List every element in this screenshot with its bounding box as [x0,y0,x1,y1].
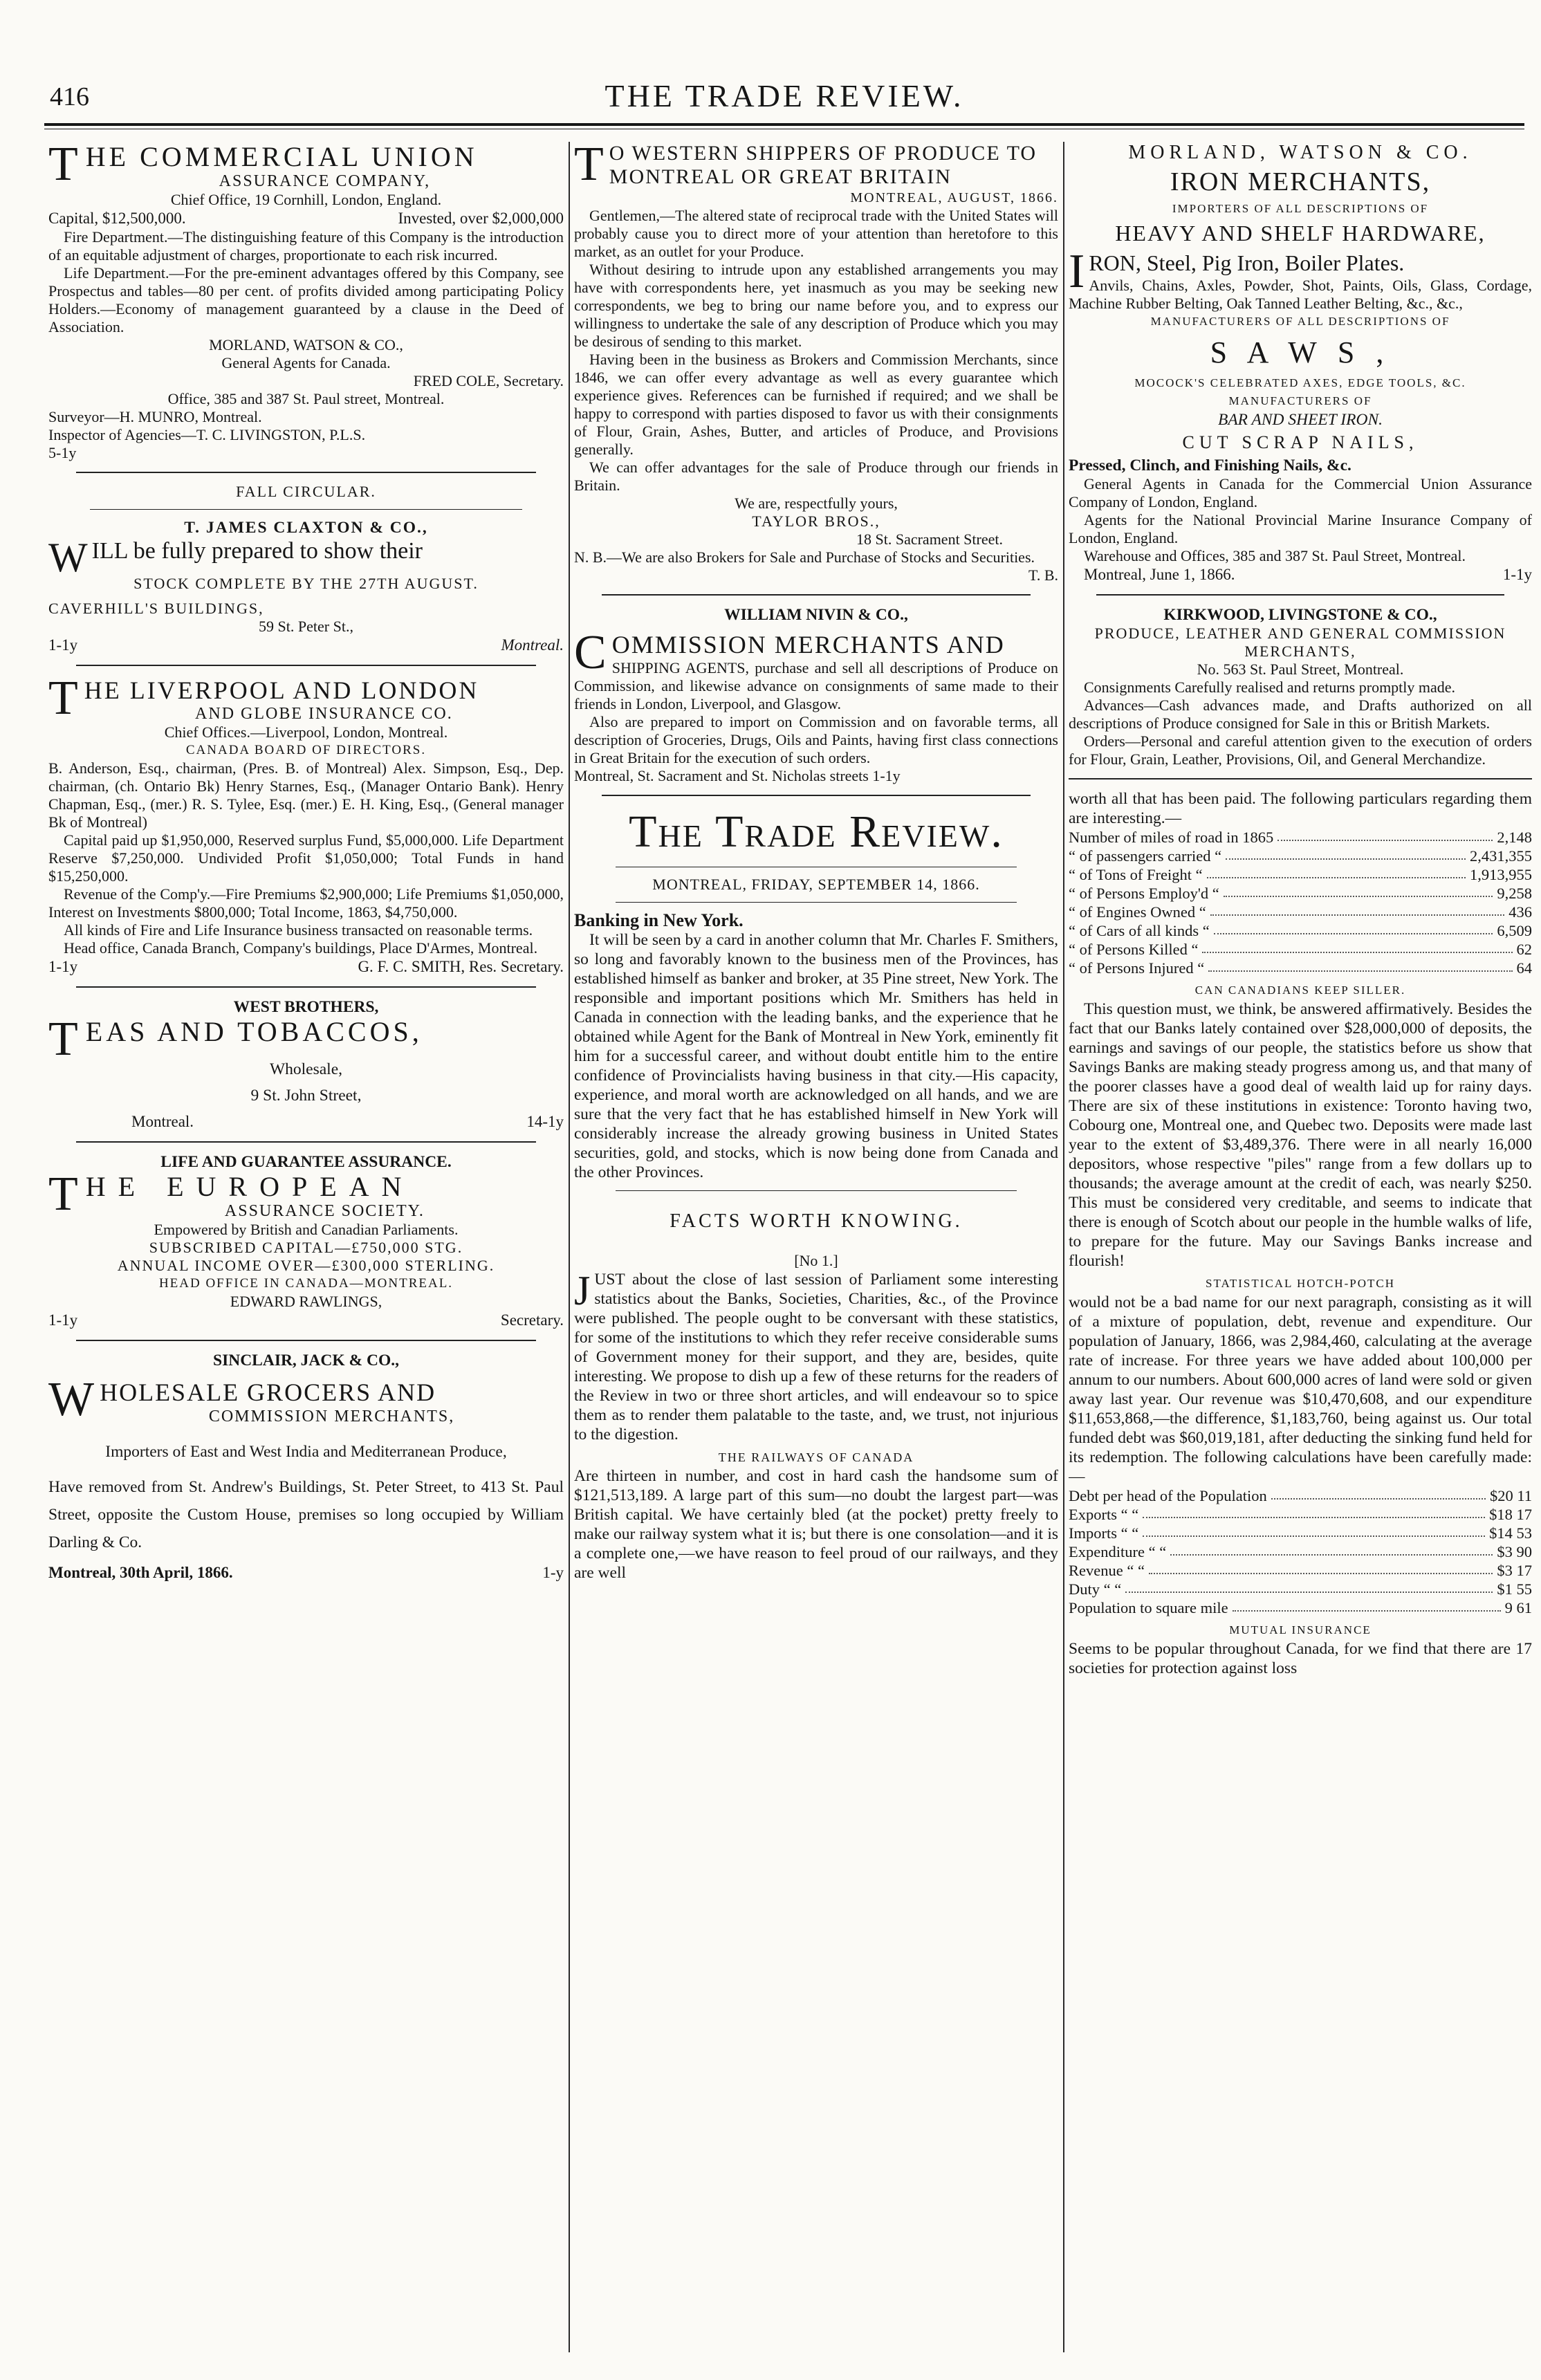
statistic-value: 2,148 [1497,829,1532,846]
ad-line: Importers of East and West India and Mediterranean Produce, [105,1443,507,1461]
subheading: MUTUAL INSURANCE [1229,1623,1372,1636]
column-middle [574,142,1058,2352]
leader-dots [1202,940,1512,953]
leader-dots [1143,1524,1485,1537]
article-paragraph: Seems to be popular throughout Canada, for we find that there are 17 societies for protection against loss [1069,1640,1532,1677]
ad-paragraph: Warehouse and Offices, 385 and 387 St. Paul Street, Montreal. [1084,547,1466,564]
ad-line: MOCOCK'S CELEBRATED AXES, EDGE TOOLS, &C. [1134,376,1466,389]
directors-list: B. Anderson, Esq., chairman, (Pres. B. of Montreal) Alex. Simpson, Esq., Dep. chairman, (ch. Ontario Bk) Henry Starnes, Esq., (Manager Ontario Bank). Henry Chapman, Esq., (mer.) R. S. Tylee, Esq. (mer.) E. H. King, Esq., (General manager Bk of Montreal) [48,759,564,831]
leader-dots [1233,1598,1501,1612]
ad-office: Chief Office, 19 Cornhill, London, England. [170,191,442,208]
ad-line: BAR AND SHEET IRON. [1217,411,1383,429]
ad-kirkwood-livingstone [1069,605,1532,768]
statistic-row [1069,1598,1532,1617]
separator [90,509,522,510]
separator [1096,594,1504,596]
column-divider [1063,142,1064,2352]
statistic-label: Population to square mile [1069,1599,1228,1616]
statistic-value: 436 [1508,903,1532,921]
article-paragraph: It will be seen by a card in another column that Mr. Charles F. Smithers, so long and favorably known to the business men of the Provinces, has established himself as banker and broker, at 35 Pine street, New York. The responsible and important positions which Mr. Smithers has held in Canada in connection with the leading banks, and the experience that he obtained while Agent for the Bank of Montreal in New York, eminently fit him for a successful career, and without doubt entitle him to the entire confidence of Provincialists having business in that city.—His capacity, experience, and moral worth are acknowledged on all hands, and we are sure that the very fact that he has established himself in New York will considerably increase the already growing business in United States securities, gold, and stocks, which is now being done from Canada and the other Provinces. [574,931,1058,1181]
term-code: 1-1y [48,636,78,654]
ad-paragraph: Advances—Cash advances made, and Drafts authorized on all descriptions of Produce consigned for Sale in this or British Markets. [1069,697,1532,732]
ad-title: HOLESALE GROCERS AND [100,1378,436,1406]
railway-statistics-list [1069,828,1532,977]
chief-offices: Chief Offices.—Liverpool, London, Montreal. [164,723,448,741]
statistic-label: “ of Cars of all kinds “ [1069,922,1210,939]
term-code: 1-y [542,1564,564,1581]
ad-subtitle: ASSURANCE SOCIETY. [224,1202,425,1220]
ad-line: MANUFACTURERS OF [1228,394,1372,407]
article-paragraph: worth all that has been paid. The following particulars regarding them are interesting.— [1069,790,1532,827]
statistic-value: $14 53 [1489,1524,1532,1542]
ad-line: STOCK COMPLETE BY THE 27TH AUGUST. [133,575,479,592]
ad-subtitle: AND GLOBE INSURANCE CO. [195,705,453,723]
masthead: The Trade Review. [629,806,1004,857]
statistic-label: “ of Tons of Freight “ [1069,866,1203,883]
firm-name: WEST BROTHERS, [233,998,379,1016]
ad-date: Montreal, 30th April, 1866. [48,1564,233,1581]
subheading: CAN CANADIANS KEEP SILLER. [1194,984,1406,997]
separator [76,665,536,666]
street-address: 18 St. Sacrament Street. [856,531,1003,548]
statistic-row [1069,903,1532,921]
invested-text: Invested, over $2,000,000 [398,210,564,227]
fire-department-text: Fire Department.—The distinguishing feature of this Company is the introduction of an equitable adjustment of charges, proportionate to each risk incurred. [48,228,564,264]
ad-heading: LIFE AND GUARANTEE ASSURANCE. [160,1153,452,1171]
ad-liverpool-london [48,672,564,977]
drop-cap: T [574,142,605,191]
secretary-name: G. F. C. SMITH, Res. Secretary. [358,958,564,975]
statistic-value: 1,913,955 [1470,866,1532,883]
leader-dots [1277,828,1493,841]
statistic-value: 64 [1516,959,1532,977]
statistic-value: 2,431,355 [1470,847,1532,865]
leader-dots [1149,1561,1493,1574]
statistic-label: “ of Persons Killed “ [1069,941,1199,958]
ad-european [48,1152,564,1330]
ad-line: HEAD OFFICE IN CANADA—MONTREAL. [158,1276,454,1291]
ad-note-signature: T. B. [1028,566,1058,584]
article-paragraph: Are thirteen in number, and cost in hard cash the handsome sum of $121,513,189. A large part of this sum—no doubt the largest part—was British capital. We have certainly bled (at the pocket) pretty freely to make our railway system what it is; but there is one consolation—and it is a complete one,—we have reason to feel proud of our railways, and they are well [574,1467,1058,1582]
article-heading: Banking in New York. [574,910,744,930]
head-office-text: Head office, Canada Branch, Company's buildings, Place D'Armes, Montreal. [64,939,538,957]
drop-cap: T [48,672,80,725]
statistic-label: Number of miles of road in 1865 [1069,829,1274,846]
statistic-row [1069,847,1532,865]
building-name: CAVERHILL'S BUILDINGS, [48,600,264,617]
statistic-value: $1 55 [1497,1580,1532,1598]
article-facts [574,1210,1058,1583]
leader-dots [1226,847,1466,860]
article-facts-continued [1069,789,1532,1678]
statistic-value: 6,509 [1497,922,1532,939]
leader-dots [1271,1486,1486,1500]
ad-line: RON, Steel, Pig Iron, Boiler Plates. [1089,250,1405,275]
inspector-text: Inspector of Agencies—T. C. LIVINGSTON, P.L.S. [48,426,366,443]
ad-title: HE LIVERPOOL AND LONDON [84,676,479,704]
ad-west-brothers [48,997,564,1132]
ad-commercial-union [48,142,564,462]
ad-title: HE EUROPEAN [85,1171,414,1202]
office-address: Office, 385 and 387 St. Paul street, Montreal. [167,390,445,407]
ad-paragraph: SHIPPING AGENTS, purchase and sell all descriptions of Produce on Commission, and likewise advance on consignments of same made to their friends in London, Liverpool, and Glasgow. [574,659,1058,712]
article-banking [574,911,1058,1182]
ad-title: MORLAND, WATSON & CO. [1128,142,1473,163]
leader-dots [1143,1505,1485,1518]
statistic-row [1069,1524,1532,1542]
drop-cap: J [574,1268,591,1313]
drop-cap: W [48,535,88,580]
article-paragraph: This question must, we think, be answered affirmatively. Besides the fact that our Banks lately contained over $28,000,000 of deposits, the earnings and savings of our people, the statistics before us show that Savings Banks are making steady progress among us, and that many of the poorer classes have a good deal of wealth laid up for rainy days. There are six of these institutions in existence: Toronto having two, Cobourg one, Montreal one, and Quebec two. Deposits were made last year to the extent of $3,489,376. There were in all nearly 16,000 depositors, whose respective "piles" range from a few dollars up to thousands; the average amount at the credit of each, was nearly $250. This must be considered very creditable, and seems to indicate that there is enough of Scotch about our people in the humble walks of life, to prepare for the future. May our Savings Banks increase and flourish! [1069,1000,1532,1270]
surveyor-text: Surveyor—H. MUNRO, Montreal. [48,408,262,425]
statistic-label: Imports “ “ [1069,1524,1139,1542]
ad-line: MANUFACTURERS OF ALL DESCRIPTIONS OF [1150,315,1450,328]
ad-line: Anvils, Chains, Axles, Powder, Shot, Paints, Oils, Glass, Cordage, Machine Rubber Belting, Oak Tanned Leather Belting, &c., &c., [1069,277,1532,312]
ad-heading: FALL CIRCULAR. [236,483,376,500]
leader-dots [1207,865,1466,878]
statistic-row [1069,865,1532,884]
person-role: Secretary. [500,1311,564,1329]
ad-paragraph: General Agents in Canada for the Commercial Union Assurance Company of London, England. [1069,475,1532,510]
ad-paragraph: Agents for the National Provincial Marine Insurance Company of London, England. [1069,511,1532,546]
ad-subtitle: ASSURANCE COMPANY, [219,172,431,190]
ad-morland-watson [1069,142,1532,584]
per-head-statistics-list [1069,1486,1532,1617]
life-department-text: Life Department.—For the pre-eminent advantages offered by this Company, see Prospectus and tables—80 per cent. of profits divided among participating Policy Holders.—Economy of management guaranteed by a clause in the Deed of Association. [48,264,564,335]
firm-name: SINCLAIR, JACK & CO., [213,1352,399,1369]
statistic-row [1069,921,1532,940]
separator [616,902,1017,903]
separator [76,986,536,988]
separator [602,795,1031,796]
term-code: 1-1y [1502,566,1532,583]
street-address: No. 563 St. Paul Street, Montreal. [1197,661,1404,678]
article-heading: FACTS WORTH KNOWING. [670,1210,963,1232]
ad-line: HEAVY AND SHELF HARDWARE, [1115,221,1486,246]
header-rule [44,123,1524,129]
ad-paragraph: Having been in the business as Brokers and Commission Merchants, since 1846, we can offer every advantage as well as every guarantee which experience gives. References can be furnished if required; and we shall be happy to correspond with parties disposed to favor us with their consignments of Flour, Grain, Ashes, Butter, and articles of Produce, and Provisions generally. [574,351,1058,458]
page-number: 416 [50,82,89,111]
statistic-row [1069,1580,1532,1598]
ad-line: Wholesale, [269,1060,343,1078]
drop-cap: T [48,1013,82,1066]
drop-cap: I [1069,245,1085,298]
separator [616,1190,1017,1191]
firm-name: WILLIAM NIVIN & CO., [724,606,908,624]
statistic-label: “ of Persons Employ'd “ [1069,885,1219,902]
statistic-value: $18 17 [1489,1506,1532,1523]
ad-signer: TAYLOR BROS., [752,513,880,530]
ad-paragraph: Without desiring to intrude upon any established arrangements you may have with correspondents here, yet inasmuch as you may be seeking new correspondents, we beg to bring our name before you, and to express our willingness to undertake the sale of any description of Produce which you may be desirous of sending to this market. [574,261,1058,350]
column-right [1069,142,1532,2352]
ad-line: Pressed, Clinch, and Finishing Nails, &c. [1069,456,1351,474]
issue-dateline: MONTREAL, FRIDAY, SEPTEMBER 14, 1866. [652,876,980,893]
column-left [48,142,564,2352]
ad-paragraph: Also are prepared to import on Commission and on favorable terms, all description of Groceries, Drugs, Oils and Paints, having first class connections in Great Britain for the execution of such orders. [574,713,1058,766]
statistic-label: Duty “ “ [1069,1580,1122,1598]
drop-cap: T [48,1168,82,1221]
statistic-value: $3 17 [1497,1562,1532,1579]
firm-name: T. JAMES CLAXTON & CO., [184,519,428,537]
ad-note: N. B.—We are also Brokers for Sale and Purchase of Stocks and Securities. [574,548,1035,566]
statistic-row [1069,884,1532,903]
leader-dots [1170,1542,1493,1556]
business-text: All kinds of Fire and Life Insurance business transacted on reasonable terms. [64,921,533,939]
capital-text: Capital, $12,500,000. [48,210,186,227]
ad-closing: We are, respectfully yours, [735,495,898,512]
statistic-value: $3 90 [1497,1543,1532,1560]
statistic-label: “ of Engines Owned “ [1069,903,1206,921]
statistic-value: 9,258 [1497,885,1532,902]
separator [1069,778,1532,780]
ad-western-shippers [574,142,1058,584]
ad-paragraph: Orders—Personal and careful attention given to the execution of orders for Flour, Grain, Leather, Provisions, Oil, and General Merchandize. [1069,732,1532,768]
page-header [44,0,1524,138]
ad-paragraph: Consignments Carefully realised and returns promptly made. [1084,679,1456,696]
leader-dots [1125,1580,1493,1593]
ad-line: PRODUCE, LEATHER AND GENERAL COMMISSION MERCHANTS, [1094,625,1506,660]
drop-cap: W [48,1373,96,1426]
term-code: 1-1y [48,1311,78,1329]
separator [76,1141,536,1143]
ad-title: EAS AND TOBACCOS, [85,1016,423,1047]
city-name: Montreal. [501,636,564,654]
statistic-row [1069,1505,1532,1524]
ad-line: ANNUAL INCOME OVER—£300,000 STERLING. [117,1257,495,1274]
agents-name: MORLAND, WATSON & CO., [209,336,403,353]
ad-line: ILL be fully prepared to show their [91,538,423,564]
agents-role: General Agents for Canada. [221,354,391,371]
statistic-label: Expenditure “ “ [1069,1543,1167,1560]
city-name: Montreal. [131,1113,194,1130]
ad-title: HE COMMERCIAL UNION [85,142,478,172]
article-paragraph: would not be a bad name for our next paragraph, consisting as it will of a mixture of population, debt, revenue and expenditure. Our population of January, 1866, was 2,984,460, calculating at the average rate of increase. For three years we have added about 100,000 per annum to our numbers. About 600,000 acres of land were sold or given away last year. Our revenue was $10,470,608, and our expenditure $11,653,868,—the difference, $1,183,760, being against us. Our total funded debt was $60,019,181, after deducting the sinking fund held for its redemption. The following calculations have been carefully made:— [1069,1293,1532,1486]
firm-name: KIRKWOOD, LIVINGSTONE & CO., [1163,606,1437,624]
leader-dots [1214,921,1493,934]
term-code: 1-1y [48,958,78,975]
article-number: [No 1.] [794,1252,838,1269]
leader-dots [1224,884,1493,897]
statistic-row [1069,1561,1532,1580]
person-name: EDWARD RAWLINGS, [230,1293,382,1310]
separator [76,1340,536,1341]
statistic-label: Debt per head of the Population [1069,1487,1267,1504]
board-heading: CANADA BOARD OF DIRECTORS. [185,743,427,757]
separator [76,472,536,473]
ad-sinclair-jack [48,1351,564,1583]
ad-line: IMPORTERS OF ALL DESCRIPTIONS OF [1172,202,1429,215]
statistic-value: $20 11 [1489,1487,1532,1504]
statistic-row [1069,959,1532,977]
revenue-text: Revenue of the Comp'y.—Fire Premiums $2,900,000; Life Premiums $1,050,000, Interest on Investments $800,000; Total Income, 1863, $4,750,000. [48,885,564,921]
statistic-label: “ of passengers carried “ [1069,847,1222,865]
running-title: THE TRADE REVIEW. [605,78,964,113]
leader-dots [1208,959,1512,972]
term-code: 5-1y [48,444,77,461]
ad-william-nivin [574,605,1058,785]
ad-date: Montreal, June 1, 1866. [1084,566,1235,583]
ad-paragraph: We can offer advantages for the sale of Produce through our friends in Britain. [574,459,1058,494]
statistic-label: Exports “ “ [1069,1506,1139,1523]
separator [602,594,1031,596]
statistic-row [1069,1486,1532,1505]
subheading: THE RAILWAYS OF CANADA [718,1450,914,1464]
ad-line: SUBSCRIBED CAPITAL—£750,000 STG. [149,1239,463,1256]
street-address: 9 St. John Street, [250,1087,362,1105]
ad-line: S A W S , [1210,335,1391,369]
ad-dateline: MONTREAL, AUGUST, 1866. [850,190,1058,205]
ad-subtitle: IRON MERCHANTS, [1170,167,1431,196]
statistic-value: 62 [1516,941,1532,958]
ad-title: O WESTERN SHIPPERS OF PRODUCE TO MONTREAL OR GREAT BRITAIN [609,142,1037,188]
drop-cap: T [48,142,82,191]
statistic-label: Revenue “ “ [1069,1562,1145,1579]
ad-line: CUT SCRAP NAILS, [1182,432,1419,452]
drop-cap: C [574,626,608,679]
ad-paragraph: Gentlemen,—The altered state of reciprocal trade with the United States will probably cause you to direct more of your attention than heretofore to this market, as an outlet for your Produce. [574,207,1058,260]
leader-dots [1210,903,1505,916]
ad-fall-circular [48,483,564,655]
subheading: STATISTICAL HOTCH-POTCH [1206,1277,1395,1290]
statistic-row [1069,1542,1532,1561]
secretary-name: FRED COLE, Secretary. [413,372,564,389]
article-paragraph: UST about the close of last session of Parliament some interesting statistics about the Banks, Societies, Charities, &c., of the Province were published. The people ought to be conversant with these statistics, for some of the institutions to which they refer receive considerable sums of Government money for their support, and they are, besides, quite interesting. We propose to dish up a few of these returns for the readers of the Review in two or three short articles, and will endeavour so to spice them as to render them palatable to the taste, and, we trust, not injurious to the digestion. [574,1271,1058,1443]
statistic-row [1069,828,1532,847]
ad-body: Have removed from St. Andrew's Buildings, St. Peter Street, to 413 St. Paul Street, opposite the Custom House, premises so long occupied by William Darling & Co. [48,1478,564,1551]
statistic-label: “ of Persons Injured “ [1069,959,1205,977]
statistic-row [1069,940,1532,959]
column-divider [569,142,570,2352]
ad-title: OMMISSION MERCHANTS AND [611,631,1005,658]
term-code: 14-1y [526,1113,564,1130]
ad-line: Empowered by British and Canadian Parliaments. [154,1221,459,1238]
street-address: 59 St. Peter St., [259,618,353,635]
capital-text: Capital paid up $1,950,000, Reserved surplus Fund, $5,000,000. Life Department Reserve $7,250,000. Undivided Profit $1,050,000; Total Funds in hand $15,250,000. [48,831,564,885]
ad-subtitle: COMMISSION MERCHANTS, [208,1408,455,1426]
statistic-value: 9 61 [1504,1599,1532,1616]
ad-paragraph: Montreal, St. Sacrament and St. Nicholas streets 1-1y [574,767,901,784]
